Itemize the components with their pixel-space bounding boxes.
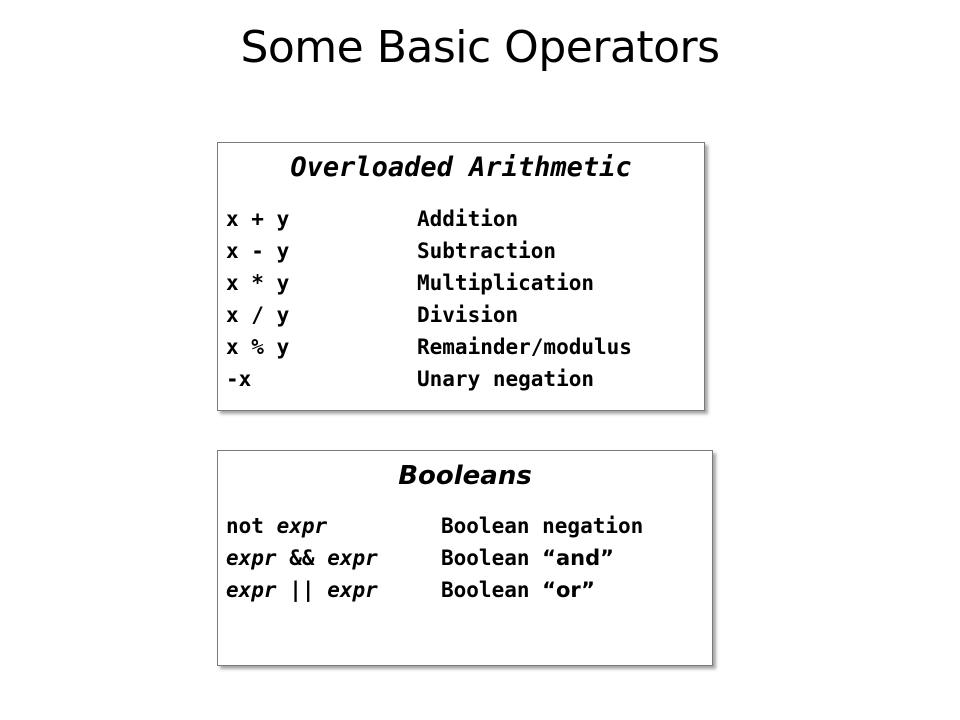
operator-description: Multiplication (417, 271, 595, 295)
operator-expression (226, 510, 441, 542)
operator-description: Remainder/modulus (417, 335, 632, 359)
expr-placeholder: expr (327, 578, 378, 602)
operator-expression: x % y (226, 335, 290, 359)
operator-description: Division (417, 303, 519, 327)
operator-keyword: not (226, 514, 264, 538)
booleans-panel (217, 450, 713, 666)
arithmetic-row-addition (226, 203, 632, 235)
booleans-heading: Booleans (398, 461, 532, 491)
description-text: Boolean (441, 578, 530, 602)
slide-title: Some Basic Operators (240, 22, 720, 73)
arithmetic-row-multiplication (226, 267, 632, 299)
operator-expression: x - y (226, 239, 290, 263)
operator-symbol: && (289, 546, 315, 570)
operator-expression: x + y (226, 207, 290, 231)
description-quoted: “and” (542, 546, 614, 570)
boolean-row-not (226, 510, 643, 542)
operator-description: Subtraction (417, 239, 557, 263)
operator-description (441, 574, 595, 606)
expr-placeholder: expr (327, 546, 378, 570)
operator-expression: x * y (226, 271, 290, 295)
expr-placeholder: expr (226, 546, 277, 570)
operator-description: Addition (417, 207, 519, 231)
operator-expression: -x (226, 367, 252, 391)
operator-description: Boolean negation (441, 514, 644, 538)
description-text: Boolean (441, 546, 530, 570)
boolean-row-and (226, 542, 643, 574)
arithmetic-rows (226, 203, 632, 395)
operator-expression (226, 574, 441, 606)
operator-description: Unary negation (417, 367, 595, 391)
expr-placeholder: expr (276, 514, 328, 538)
booleans-rows (226, 510, 643, 606)
arithmetic-row-subtraction (226, 235, 632, 267)
operator-expression: x / y (226, 303, 290, 327)
boolean-row-or (226, 574, 643, 606)
arithmetic-row-division (226, 299, 632, 331)
arithmetic-heading: Overloaded Arithmetic (290, 152, 632, 183)
operator-description (441, 542, 614, 574)
operator-symbol: || (289, 578, 315, 602)
arithmetic-row-modulus (226, 331, 632, 363)
arithmetic-panel (217, 142, 705, 411)
description-quoted: “or” (542, 578, 595, 602)
arithmetic-row-negation (226, 363, 632, 395)
operator-expression (226, 542, 441, 574)
expr-placeholder: expr (226, 578, 277, 602)
